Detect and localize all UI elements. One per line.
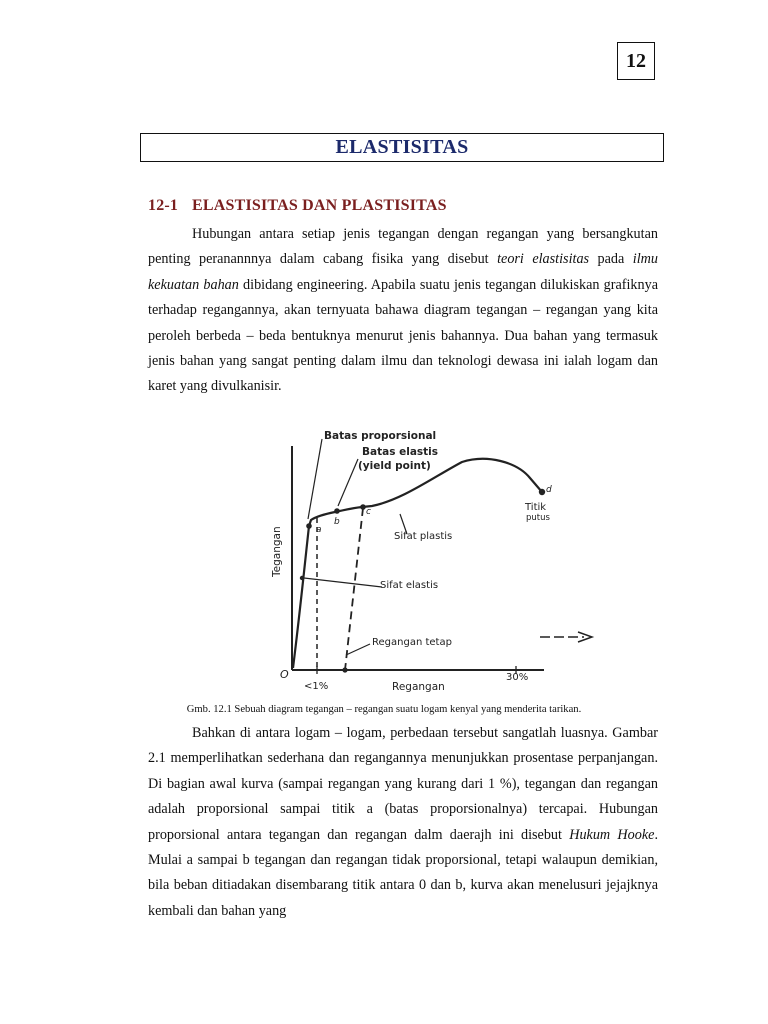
section-title: ELASTISITAS DAN PLASTISITAS (192, 197, 447, 214)
text-run: Hubungan antara setiap jenis tegangan dengan regangan yang bersangkutan penting peranannnya dalam cabang fisika yang disebut (148, 226, 658, 268)
label-sifat-plastis: Sifat plastis (394, 531, 453, 542)
arrow-right-icon (578, 632, 592, 642)
label-point-c: c (366, 507, 371, 517)
point-a-marker (306, 523, 312, 529)
label-point-b: b (334, 517, 340, 527)
y-axis-label: Tegangan (271, 526, 283, 577)
point-c-marker (360, 504, 366, 510)
text-run: pada (589, 251, 633, 268)
italic-term: Hukum Hooke (569, 826, 655, 843)
leader-regangan-tetap (346, 644, 370, 655)
label-sifat-elastis: Sifat elastis (380, 580, 439, 591)
label-batas-proporsional: Batas proporsional (324, 430, 437, 442)
text-run: Bahkan di antara logam – logam, perbedaan tersebut sangatlah luasnya. Gambar 2.1 memperlihatkan sederhana dan regangannya menunjukkan prosentase perpanjangan. Di bagian awal kurva (sampai regangan yang kurang dari 1 %), tegangan dan regangan adalah proporsional sampai titik a (batas proporsionalnya) tercapai. Hubungan proporsional antara tegangan dan regangan dalm daerajh ini disebut (148, 725, 658, 843)
label-titik: Titik (525, 502, 547, 513)
figure-caption: Gmb. 12.1 Sebuah diagram tegangan – regangan suatu logam kenyal yang menderita tarikan. (186, 704, 582, 715)
label-point-a: a (316, 525, 322, 535)
paragraph-1 (148, 222, 658, 400)
chapter-title: ELASTISITAS (140, 133, 664, 162)
paragraph-2 (148, 721, 658, 924)
leader-sifat-elastis (304, 578, 382, 587)
section-number: 12-1 (148, 197, 179, 214)
leader-elastis (338, 459, 358, 506)
permanent-strain-marker (342, 667, 347, 672)
point-d-marker (539, 489, 545, 495)
elastic-marker (300, 576, 304, 580)
stress-strain-diagram (262, 422, 602, 700)
label-point-d: d (546, 485, 552, 495)
label-putus: putus (526, 513, 550, 523)
italic-term: teori elastisitas (497, 251, 590, 268)
label-origin: O (280, 668, 289, 681)
text-run: dibidang engineering. Apabila suatu jenis tegangan dilukiskan grafiknya terhadap regangannya, akan ternyuata bahawa diagram tegangan – regangan yang kita peroleh berbeda – beda bentuknya menurut jenis bahannya. Dua bahan yang termasuk jenis bahan yang sangat penting dalam ilmu dan teknologi dewasa ini ialah logam dan karet yang divulkanisir. (148, 276, 658, 395)
stress-strain-figure (262, 422, 602, 700)
leader-proporsional (308, 439, 322, 519)
label-x-tick-1: <1% (304, 681, 329, 692)
section-heading (148, 197, 447, 215)
label-regangan-tetap: Regangan tetap (372, 637, 452, 648)
x-axis-label: Regangan (392, 681, 445, 693)
label-x-tick-2: 30% (506, 672, 529, 683)
unloading-line (345, 508, 363, 670)
page-number: 12 (617, 42, 655, 80)
label-yield-point: (yield point) (358, 460, 431, 472)
point-b-marker (334, 508, 340, 514)
italic-term: ilmu kekuatan bahan (148, 251, 658, 293)
text-run: . Mulai a sampai b tegangan dan regangan tidak proporsional, tetapi walaupun demikian, bila beban ditiadakan disembarang titik antara 0 dan b, kurva akan menelusuri jejajknya kembali dan bahan yang (148, 826, 658, 919)
label-batas-elastis: Batas elastis (362, 446, 439, 458)
